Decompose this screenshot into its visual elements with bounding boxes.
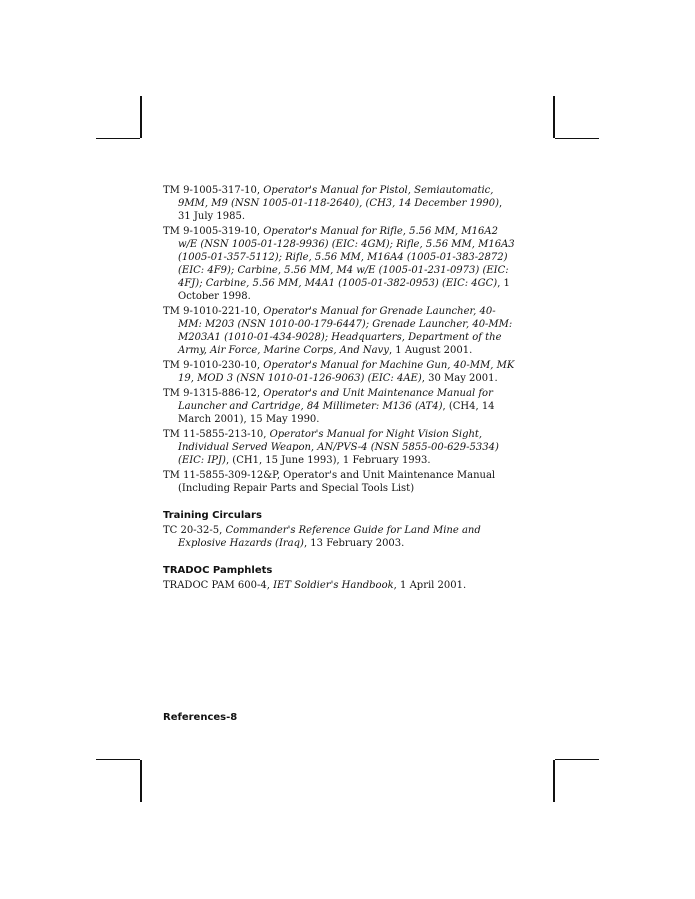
reference-date: , (CH1, 15 June 1993), 1 February 1993. [225, 455, 431, 466]
reference-id: TRADOC PAM 600-4, [163, 580, 274, 591]
reference-entry [163, 305, 518, 357]
reference-id: TM 11-5855-213-10, [163, 429, 270, 440]
reference-id: TM 9-1010-230-10, [163, 360, 264, 371]
reference-title: Commander's Reference Guide for Land Mine and Explosive Hazards (Iraq) [178, 525, 481, 549]
reference-id: TM 9-1010-221-10, [163, 306, 264, 317]
section-heading-tradoc-pamphlets: TRADOC Pamphlets [163, 565, 273, 576]
page-number: References-8 [163, 712, 238, 723]
reference-id: TM 11-5855-309-12&P, Operator's and Unit Maintenance Manual (Including Repair Parts and Special Tools List) [163, 470, 496, 494]
reference-date: , 1 April 2001. [393, 580, 467, 591]
reference-id: TM 9-1005-317-10, [163, 185, 264, 196]
reference-title: Operator's Manual for Grenade Launcher, 40-MM: M203 (NSN 1010-00-179-6447); Grenade Launcher, 40-MM: M203A1 (1010-01-434-9028); Headquarters, Department of the Army, Air Force, Marine Corps, And Navy [178, 306, 513, 356]
crop-mark-top-left-horizontal [96, 138, 140, 139]
reference-entry [163, 359, 518, 385]
crop-mark-top-right-horizontal [555, 138, 599, 139]
references-content [163, 184, 518, 594]
reference-id: TM 9-1005-319-10, [163, 226, 264, 237]
reference-entry [163, 469, 518, 495]
reference-date: , 1 August 2001. [388, 345, 473, 356]
reference-title: Operator's Manual for Pistol, Semiautomatic, 9MM, M9 (NSN 1005-01-118-2640), (CH3, 14 December 1990) [178, 185, 499, 209]
crop-mark-bottom-right-horizontal [555, 759, 599, 760]
reference-title: Operator's Manual for Machine Gun, 40-MM, MK 19, MOD 3 (NSN 1010-01-126-9063) (EIC: 4AE) [178, 360, 515, 384]
reference-date: , 30 May 2001. [421, 373, 498, 384]
crop-mark-bottom-left-horizontal [96, 759, 140, 760]
crop-mark-top-left-vertical [140, 96, 142, 138]
reference-title: IET Soldier's Handbook [273, 580, 394, 591]
crop-mark-bottom-right-vertical [553, 760, 555, 802]
reference-entry [163, 428, 518, 467]
crop-mark-bottom-left-vertical [140, 760, 142, 802]
reference-title: Operator's and Unit Maintenance Manual for Launcher and Cartridge, 84 Millimeter: M136 (AT4) [178, 388, 493, 412]
reference-id: TC 20-32-5, [163, 525, 226, 536]
reference-date: , (CH4, 14 March 2001), 15 May 1990. [178, 401, 495, 425]
reference-entry [163, 387, 518, 426]
reference-entry [163, 225, 518, 303]
reference-date: , 13 February 2003. [303, 538, 405, 549]
reference-title: Operator's Manual for Night Vision Sight, Individual Served Weapon, AN/PVS-4 (NSN 5855-00-629-5334) (EIC: IPJ) [178, 429, 499, 466]
crop-mark-top-right-vertical [553, 96, 555, 138]
reference-entry [163, 579, 518, 592]
reference-entry [163, 184, 518, 223]
reference-entry [163, 524, 518, 550]
reference-title: Operator's Manual for Rifle, 5.56 MM, M16A2 w/E (NSN 1005-01-128-9936) (EIC: 4GM); Rifle, 5.56 MM, M16A3 (1005-01-357-5112); Rifle, 5.56 MM, M16A4 (1005-01-383-2872) (EIC: 4F9); Carbine, 5.56 MM, M4 w/E (1005-01-231-0973) (EIC: 4FJ); Carbine, 5.56 MM, M4A1 (1005-01-382-0953) (EIC: 4GC) [178, 226, 515, 289]
reference-date: , 1 October 1998. [178, 278, 510, 302]
reference-id: TM 9-1315-886-12, [163, 388, 264, 399]
section-heading-training-circulars: Training Circulars [163, 510, 262, 521]
reference-date: , 31 July 1985. [178, 198, 503, 222]
